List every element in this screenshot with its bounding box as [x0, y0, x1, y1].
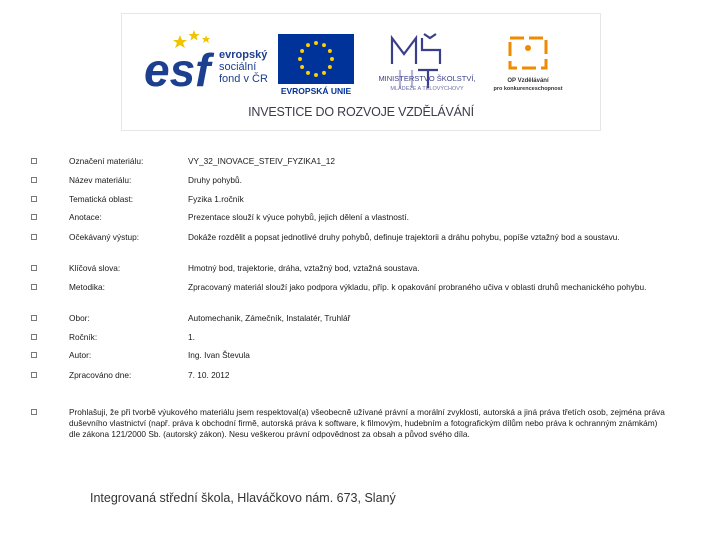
- svg-text:esf: esf: [144, 44, 211, 96]
- row-value: Prezentace slouží k výuce pohybů, jejich dělení a vlastností.: [188, 212, 409, 222]
- msmt-text-2: MLÁDEŽE A TĚLOVÝCHOVY: [390, 86, 464, 92]
- esf-text-2: sociální: [219, 61, 257, 73]
- row-value: Hmotný bod, trajektorie, dráha, vztažný bod, vztažná soustava.: [188, 263, 420, 273]
- row-value: Druhy pohybů.: [188, 175, 242, 185]
- eu-star-icon: [314, 41, 318, 45]
- row-label: Označení materiálu:: [69, 156, 144, 166]
- op-text-1: OP Vzdělávání: [507, 78, 549, 84]
- row-label: Zpracováno dne:: [69, 370, 132, 380]
- bullet-icon: [31, 158, 37, 164]
- row-label: Autor:: [69, 350, 92, 360]
- partner-logos: [122, 14, 600, 104]
- row-label: Metodika:: [69, 282, 105, 292]
- eu-flag-logo: [278, 34, 354, 96]
- row-value: 1.: [188, 332, 195, 342]
- op-text-2: pro konkurenceschopnost: [493, 86, 563, 92]
- esf-text-1: evropský: [219, 49, 268, 61]
- bullet-icon: [31, 214, 37, 220]
- row-value: 7. 10. 2012: [188, 370, 230, 380]
- esf-logo: [144, 30, 268, 96]
- row-value: VY_32_INOVACE_STEIV_FYZIKA1_12: [188, 156, 335, 166]
- eu-star-icon: [322, 43, 326, 47]
- eu-star-icon: [306, 71, 310, 75]
- bullet-icon: [31, 315, 37, 321]
- bullet-icon: [31, 177, 37, 183]
- bullet-icon: [31, 265, 37, 271]
- bullet-icon: [31, 334, 37, 340]
- eu-text: EVROPSKÁ UNIE: [280, 86, 352, 96]
- row-label: Očekávaný výstup:: [69, 232, 140, 242]
- row-value: Fyzika 1.ročník: [188, 194, 244, 204]
- row-value: Ing. Ivan Števula: [188, 350, 250, 360]
- eu-star-icon: [298, 57, 302, 61]
- bullet-icon: [31, 409, 37, 415]
- bullet-icon: [31, 234, 37, 240]
- eu-star-icon: [300, 65, 304, 69]
- eu-star-icon: [306, 43, 310, 47]
- school-footer: Integrovaná střední škola, Hlaváčkovo nám. 673, Slaný: [90, 491, 396, 505]
- eu-star-icon: [330, 57, 334, 61]
- eu-star-icon: [300, 49, 304, 53]
- msmt-text-1: MINISTERSTVO ŠKOLSTVÍ,: [378, 74, 476, 83]
- row-value: Dokáže rozdělit a popsat jednotlivé druhy pohybů, definuje trajektorii a dráhu pohybu, popíše vztažný bod a soustavu.: [188, 232, 620, 242]
- bullet-icon: [31, 352, 37, 358]
- row-value: Automechanik, Zámečník, Instalatér, Truhlář: [188, 313, 351, 323]
- row-label: Ročník:: [69, 332, 98, 342]
- bullet-icon: [31, 196, 37, 202]
- row-label: Klíčová slova:: [69, 263, 121, 273]
- logo-banner: [122, 14, 600, 130]
- row-label: Anotace:: [69, 212, 102, 222]
- eu-star-icon: [328, 49, 332, 53]
- eu-star-icon: [314, 73, 318, 77]
- bullet-icon: [31, 284, 37, 290]
- bullet-icon: [31, 372, 37, 378]
- row-value: Zpracovaný materiál slouží jako podpora výkladu, příp. k opakování probraného učiva v oblasti druhů mechanického pohybu.: [188, 282, 647, 292]
- esf-text-3: fond v ČR: [219, 73, 268, 85]
- banner-caption: INVESTICE DO ROZVOJE VZDĚLÁVÁNÍ: [248, 105, 474, 119]
- op-vzdelavani-logo: [493, 38, 562, 92]
- row-label: Název materiálu:: [69, 175, 132, 185]
- row-label: Obor:: [69, 313, 90, 323]
- eu-star-icon: [328, 65, 332, 69]
- row-label: Tematická oblast:: [69, 194, 134, 204]
- declaration-text: Prohlašuji, že při tvorbě výukového materiálu jsem respektoval(a) všeobecně užívané právní a morální zvyklosti, autorská a jiná práva třetích osob, zejména práva duševního vlastnictví (např. práva k obchodní firmě, autorská práva k software, k filmovým, hudebním a fotografickým dílům nebo práva k ochranným známkám) dle zákona 121/2000 Sb. (autorský zákon). Nesu veškerou právní odpovědnost za obsah a původ svého díla.: [69, 407, 665, 439]
- eu-star-icon: [322, 71, 326, 75]
